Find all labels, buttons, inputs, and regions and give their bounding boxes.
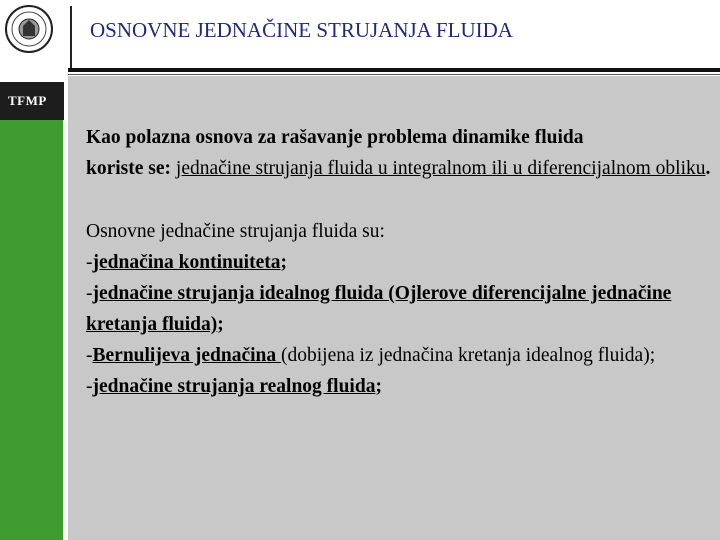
list-dash: - [86,283,93,304]
list-item-real-fluid[interactable]: jednačine strujanja realnog fluida [92,376,376,397]
title-divider [70,6,72,70]
title-rule [68,68,720,72]
list-intro: Osnovne jednačine strujanja fluida su: [86,221,385,242]
list-dash: - [86,376,93,397]
list-item-end: ; [280,252,287,273]
list-item-end: ; [375,376,382,397]
list-item-euler[interactable]: jednačine strujanja idealnog fluida (Ojlerove diferencijalne jednačine kretanja fluida) [86,283,672,335]
intro-link[interactable]: jednačine strujanja fluida u integralnom ili u diferencijalnom obliku [175,158,706,179]
title-rule-thin [68,74,720,75]
intro-line1: Kao polazna osnova za rašavanje problema dinamike fluida [86,127,584,148]
intro-paragraph [86,122,714,184]
logo-area [0,0,68,78]
tfmp-label: TFMP [8,93,47,108]
list-item-end: ; [217,314,224,335]
equations-list [86,216,714,402]
intro-end: . [705,158,711,179]
page-title: OSNOVNE JEDNAČINE STRUJANJA FLUIDA [90,18,513,42]
list-dash: - [86,345,93,366]
list-item-bernoulli[interactable]: Bernulijeva jednačina [92,345,281,366]
intro-prefix: koriste se: [86,158,176,179]
slide-text [86,122,714,402]
university-seal-icon [4,4,54,54]
list-dash: - [86,252,93,273]
slide-content [68,76,720,540]
sidebar-green-strip [0,120,63,540]
list-item-continuity[interactable]: jednačina kontinuiteta [92,252,281,273]
list-item-rest: (dobijena iz jednačina kretanja idealnog fluida); [281,345,656,366]
